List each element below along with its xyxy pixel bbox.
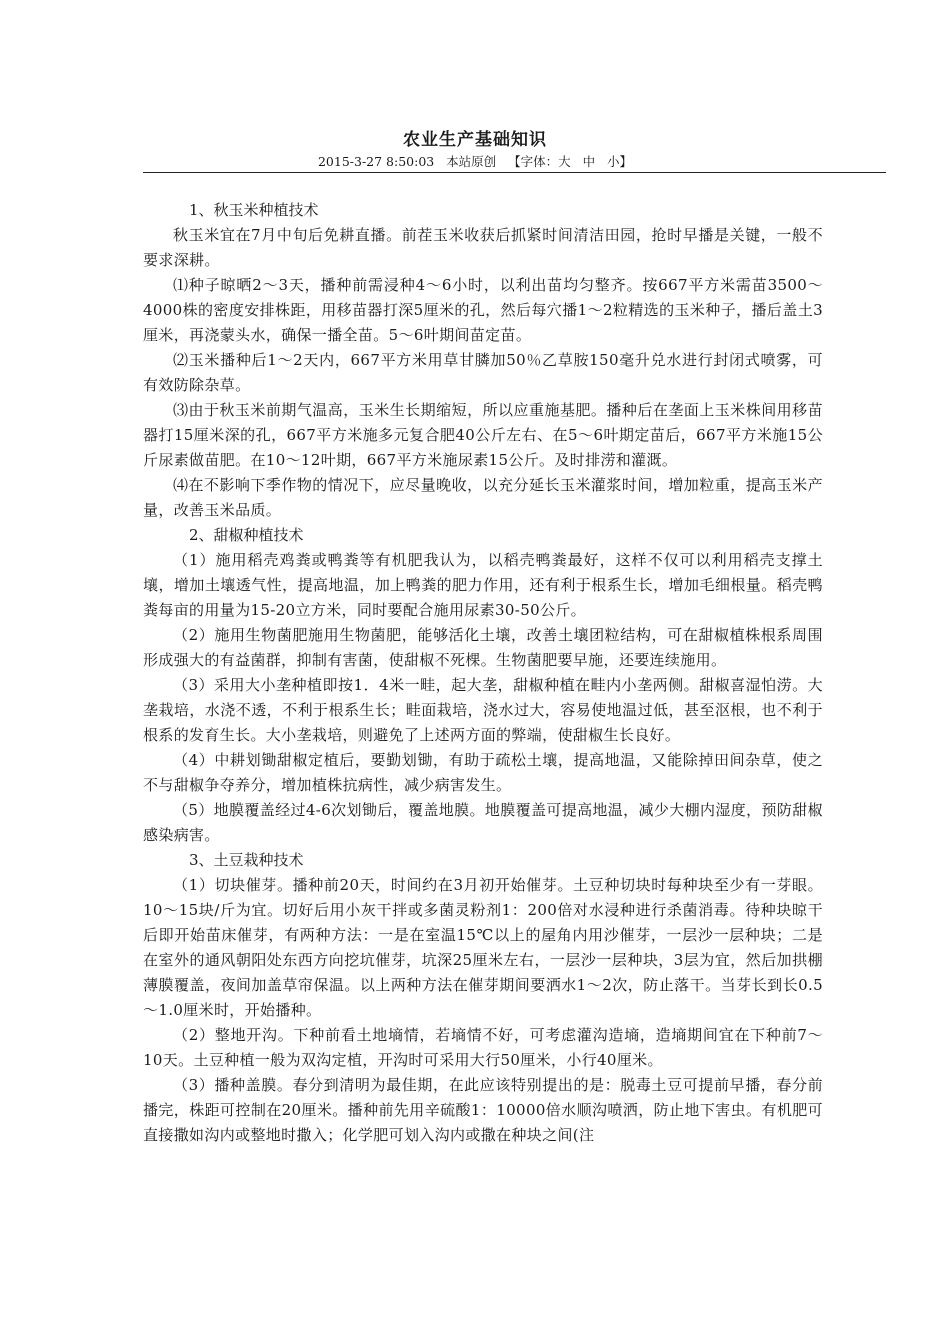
font-size-large-link[interactable]: 大 (558, 154, 571, 169)
paragraph: （3）播种盖膜。春分到清明为最佳期，在此应该特别提出的是：脱毒土豆可提前早播，春分前播完，株距可控制在20厘米。播种前先用辛硫酸1：10000倍水顺沟喷洒，防止地下害虫。有机肥可直接撒如沟内或整地时撒入；化学肥可划入沟内或撒在种块之间(注 (143, 1076, 823, 1144)
publish-date: 2015-3-27 8:50:03 (317, 154, 435, 169)
paragraph: ⑵玉米播种后1～2天内，667平方米用草甘膦加50％乙草胺150毫升兑水进行封闭式喷雾，可有效防除杂草。 (143, 351, 823, 394)
font-size-small-link[interactable]: 小 (607, 154, 620, 169)
paragraph: （5）地膜覆盖经过4-6次划锄后，覆盖地膜。地膜覆盖可提高地温，减少大棚内湿度，预防甜椒感染病害。 (143, 801, 823, 844)
paragraph: （3）采用大小垄种植即按1．4米一畦，起大垄，甜椒种植在畦内小垄两侧。甜椒喜湿怕涝。大垄栽培，水浇不透，不利于根系生长；畦面栽培，浇水过大，容易使地温过低，甚至沤根，也不利于根系的发育生长。大小垄栽培，则避免了上述两方面的弊端，使甜椒生长良好。 (143, 676, 823, 744)
article-meta (0, 152, 950, 170)
section-heading-pepper: 2、甜椒种植技术 (189, 526, 304, 544)
section-heading-potato: 3、土豆栽种技术 (189, 851, 304, 869)
paragraph: 秋玉米宜在7月中旬后免耕直播。前茬玉米收获后抓紧时间清洁田园，抢时早播是关键，一般不要求深耕。 (143, 226, 823, 269)
paragraph: （4）中耕划锄甜椒定植后，要勤划锄，有助于疏松土壤，提高地温，又能除掉田间杂草，使之不与甜椒争夺养分，增加植株抗病性，减少病害发生。 (143, 751, 823, 794)
font-size-close: 】 (619, 154, 633, 169)
paragraph: （1）施用稻壳鸡粪或鸭粪等有机肥我认为，以稻壳鸭粪最好，这样不仅可以利用稻壳支撑土壤，增加土壤透气性，提高地温，加上鸭粪的肥力作用，还有利于根系生长，增加毛细根量。稻壳鸭粪每亩的用量为15-20立方米，同时要配合施用尿素30-50公斤。 (143, 551, 823, 619)
article-title: 农业生产基础知识 (403, 130, 547, 150)
paragraph: （2）施用生物菌肥施用生物菌肥，能够活化土壤，改善土壤团粒结构，可在甜椒植株根系周围形成强大的有益菌群，抑制有害菌，使甜椒不死棵。生物菌肥要早施，还要连续施用。 (143, 626, 823, 669)
paragraph: （2）整地开沟。下种前看土地墒情，若墒情不好，可考虑灌沟造墒，造墒期间宜在下种前7～10天。土豆种植一般为双沟定植，开沟时可采用大行50厘米，小行40厘米。 (143, 1026, 823, 1069)
article-body (143, 198, 823, 1148)
font-size-label: 【字体： (508, 154, 559, 169)
paragraph: （1）切块催芽。播种前20天，时间约在3月初开始催芽。土豆种切块时每种块至少有一芽眼。10～15块/斤为宜。切好后用小灰干拌或多菌灵粉剂1：200倍对水浸种进行杀菌消毒。待种块晾干后即开始苗床催芽，有两种方法：一是在室温15℃以上的屋角内用沙催芽，一层沙一层种块；二是在室外的通风朝阳处东西方向挖坑催芽，坑深25厘米左右，一层沙一层种块，3层为宜，然后加拱棚薄膜覆盖，夜间加盖草帘保温。以上两种方法在催芽期间要洒水1～2次，防止落干。当芽长到长0.5～1.0厘米时，开始播种。 (143, 876, 823, 1019)
paragraph: ⑶由于秋玉米前期气温高，玉米生长期缩短，所以应重施基肥。播种后在垄面上玉米株间用移苗器打15厘米深的孔，667平方米施多元复合肥40公斤左右、在5～6叶期定苗后，667平方米施15公斤尿素做苗肥。在10～12叶期，667平方米施尿素15公斤。及时排涝和灌溉。 (143, 401, 823, 469)
section-heading-corn: 1、秋玉米种植技术 (189, 201, 319, 219)
font-size-medium-link[interactable]: 中 (582, 154, 596, 169)
article-source: 本站原创 (446, 154, 497, 169)
title-divider (143, 172, 886, 173)
paragraph: ⑷在不影响下季作物的情况下，应尽量晚收，以充分延长玉米灌浆时间，增加粒重，提高玉米产量，改善玉米品质。 (143, 476, 823, 519)
paragraph: ⑴种子晾晒2～3天，播种前需浸种4～6小时，以利出苗均匀整齐。按667平方米需苗3500～4000株的密度安排株距，用移苗器打深5厘米的孔，然后每穴播1～2粒精选的玉米种子，播后盖土3厘米，再浇蒙头水，确保一播全苗。5～6叶期间苗定苗。 (143, 276, 823, 344)
